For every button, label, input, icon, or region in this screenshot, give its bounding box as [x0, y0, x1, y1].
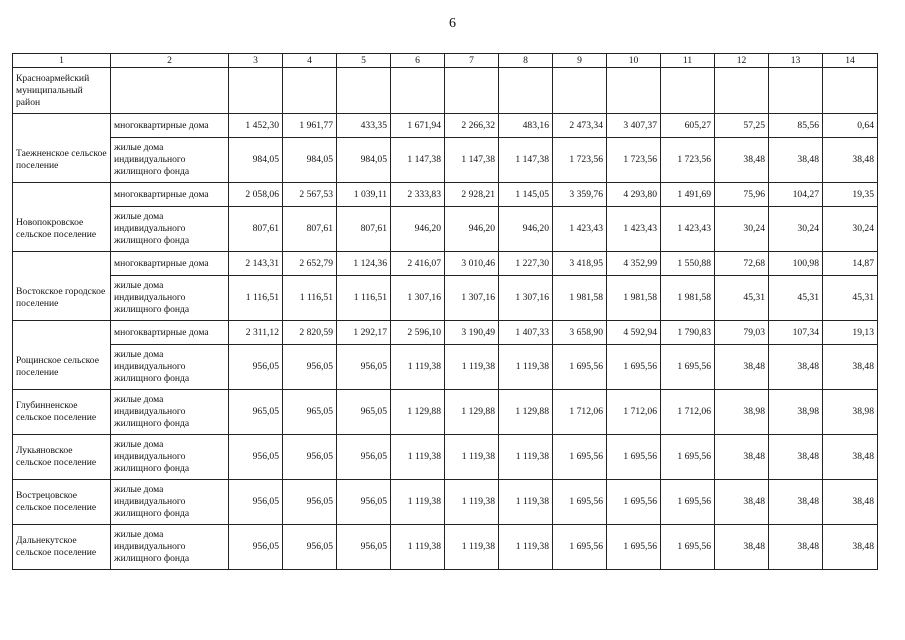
housing-type: жилые дома индивидуального жилищного фонда — [111, 207, 229, 252]
value-cell-col-4: 1 961,77 — [283, 114, 337, 138]
value-cell-col-3: 956,05 — [229, 435, 283, 480]
value-cell-col-5: 1 124,36 — [337, 252, 391, 276]
settlement-name: Востокское городское поселение — [13, 252, 111, 321]
value-cell-col-7: 1 147,38 — [445, 138, 499, 183]
value-cell-col-8: 1 119,38 — [499, 480, 553, 525]
value-cell-col-7: 1 129,88 — [445, 390, 499, 435]
value-cell-col-11: 1 695,56 — [661, 480, 715, 525]
value-cell-col-11: 1 695,56 — [661, 525, 715, 570]
housing-type: многоквартирные дома — [111, 252, 229, 276]
settlement-name: Вострецовское сельское поселение — [13, 480, 111, 525]
value-cell-col-12: 38,48 — [715, 138, 769, 183]
value-cell-col-14: 38,48 — [823, 138, 878, 183]
value-cell-col-10: 1 712,06 — [607, 390, 661, 435]
value-cell-col-4: 1 116,51 — [283, 276, 337, 321]
value-cell-col-4: 956,05 — [283, 480, 337, 525]
value-cell-col-8: 1 407,33 — [499, 321, 553, 345]
value-cell-col-13: 85,56 — [769, 114, 823, 138]
value-cell-col-5: 956,05 — [337, 435, 391, 480]
housing-type: жилые дома индивидуального жилищного фонда — [111, 345, 229, 390]
table-row — [13, 114, 878, 138]
value-cell-col-9: 1 723,56 — [553, 138, 607, 183]
tariff-table — [12, 53, 878, 570]
value-cell-col-13: 38,48 — [769, 480, 823, 525]
value-cell-col-14: 0,64 — [823, 114, 878, 138]
housing-type: жилые дома индивидуального жилищного фонда — [111, 390, 229, 435]
header-row — [13, 54, 878, 68]
value-cell-col-3: 1 452,30 — [229, 114, 283, 138]
column-header-2: 2 — [111, 54, 229, 68]
value-cell-col-6: 2 333,83 — [391, 183, 445, 207]
value-cell-col-4: 956,05 — [283, 345, 337, 390]
value-cell-col-5: 956,05 — [337, 480, 391, 525]
settlement-name: Таежненское сельское поселение — [13, 114, 111, 183]
housing-type: жилые дома индивидуального жилищного фонда — [111, 435, 229, 480]
settlement-name: Дальнекутское сельское поселение — [13, 525, 111, 570]
value-cell-col-4: 2 820,59 — [283, 321, 337, 345]
value-cell-col-8: 1 307,16 — [499, 276, 553, 321]
column-header-9: 9 — [553, 54, 607, 68]
value-cell-col-3: 965,05 — [229, 390, 283, 435]
value-cell-col-10: 4 592,94 — [607, 321, 661, 345]
value-cell-col-12: 30,24 — [715, 207, 769, 252]
value-cell-col-9: 1 695,56 — [553, 480, 607, 525]
value-cell-col-13: 38,48 — [769, 525, 823, 570]
value-cell-col-14: 38,98 — [823, 390, 878, 435]
value-cell-col-13: 38,48 — [769, 345, 823, 390]
value-cell-col-5: 1 039,11 — [337, 183, 391, 207]
column-header-13: 13 — [769, 54, 823, 68]
value-cell-col-10: 4 293,80 — [607, 183, 661, 207]
value-cell-col-12: 38,48 — [715, 435, 769, 480]
district-row — [13, 68, 878, 114]
value-cell-col-14: 38,48 — [823, 525, 878, 570]
table-row — [13, 207, 878, 252]
value-cell-col-7: 1 119,38 — [445, 480, 499, 525]
table-row — [13, 390, 878, 435]
column-header-6: 6 — [391, 54, 445, 68]
column-header-4: 4 — [283, 54, 337, 68]
value-cell-col-7: 946,20 — [445, 207, 499, 252]
value-cell-col-5: 965,05 — [337, 390, 391, 435]
value-cell-col-5: 956,05 — [337, 525, 391, 570]
value-cell-col-7: 2 928,21 — [445, 183, 499, 207]
value-cell-col-8: 1 147,38 — [499, 138, 553, 183]
value-cell-col-6: 946,20 — [391, 207, 445, 252]
value-cell-col-7: 3 190,49 — [445, 321, 499, 345]
value-cell-col-7: 1 119,38 — [445, 525, 499, 570]
value-cell-col-11: 1 712,06 — [661, 390, 715, 435]
table-body — [13, 68, 878, 570]
column-header-3: 3 — [229, 54, 283, 68]
value-cell-col-6: 1 119,38 — [391, 345, 445, 390]
table-row — [13, 480, 878, 525]
column-header-5: 5 — [337, 54, 391, 68]
value-cell-col-3: 2 311,12 — [229, 321, 283, 345]
value-cell-col-9: 1 423,43 — [553, 207, 607, 252]
value-cell-col-12: 38,48 — [715, 345, 769, 390]
value-cell-col-13: 104,27 — [769, 183, 823, 207]
value-cell-col-8: 1 227,30 — [499, 252, 553, 276]
value-cell-col-14: 38,48 — [823, 345, 878, 390]
housing-type: многоквартирные дома — [111, 321, 229, 345]
housing-type: жилые дома индивидуального жилищного фонда — [111, 525, 229, 570]
value-cell-col-10: 1 695,56 — [607, 525, 661, 570]
value-cell-col-4: 965,05 — [283, 390, 337, 435]
column-header-10: 10 — [607, 54, 661, 68]
value-cell-col-14: 38,48 — [823, 480, 878, 525]
value-cell-col-12: 38,48 — [715, 480, 769, 525]
value-cell-col-13: 45,31 — [769, 276, 823, 321]
settlement-name: Глубинненское сельское поселение — [13, 390, 111, 435]
table-row — [13, 138, 878, 183]
value-cell-col-11: 1 723,56 — [661, 138, 715, 183]
value-cell-col-7: 1 119,38 — [445, 345, 499, 390]
value-cell-col-11: 1 695,56 — [661, 435, 715, 480]
value-cell-col-9: 3 658,90 — [553, 321, 607, 345]
value-cell-col-5: 1 116,51 — [337, 276, 391, 321]
value-cell-col-11: 1 491,69 — [661, 183, 715, 207]
table-row — [13, 345, 878, 390]
value-cell-col-10: 4 352,99 — [607, 252, 661, 276]
value-cell-col-9: 1 695,56 — [553, 345, 607, 390]
value-cell-col-3: 956,05 — [229, 480, 283, 525]
value-cell-col-9: 1 695,56 — [553, 525, 607, 570]
value-cell-col-5: 984,05 — [337, 138, 391, 183]
value-cell-col-3: 2 143,31 — [229, 252, 283, 276]
value-cell-col-8: 1 119,38 — [499, 525, 553, 570]
housing-type: многоквартирные дома — [111, 114, 229, 138]
column-header-14: 14 — [823, 54, 878, 68]
value-cell-col-9: 3 418,95 — [553, 252, 607, 276]
value-cell-col-14: 38,48 — [823, 435, 878, 480]
settlement-name: Лукьяновское сельское поселение — [13, 435, 111, 480]
value-cell-col-11: 1 423,43 — [661, 207, 715, 252]
table-row — [13, 276, 878, 321]
value-cell-col-13: 38,98 — [769, 390, 823, 435]
column-header-8: 8 — [499, 54, 553, 68]
housing-type: жилые дома индивидуального жилищного фонда — [111, 480, 229, 525]
column-header-12: 12 — [715, 54, 769, 68]
value-cell-col-5: 807,61 — [337, 207, 391, 252]
value-cell-col-13: 100,98 — [769, 252, 823, 276]
value-cell-col-4: 2 567,53 — [283, 183, 337, 207]
value-cell-col-4: 956,05 — [283, 525, 337, 570]
value-cell-col-12: 38,98 — [715, 390, 769, 435]
value-cell-col-3: 1 116,51 — [229, 276, 283, 321]
value-cell-col-5: 1 292,17 — [337, 321, 391, 345]
value-cell-col-3: 956,05 — [229, 345, 283, 390]
housing-type: жилые дома индивидуального жилищного фонда — [111, 138, 229, 183]
value-cell-col-11: 1 790,83 — [661, 321, 715, 345]
table-row — [13, 525, 878, 570]
value-cell-col-10: 1 423,43 — [607, 207, 661, 252]
value-cell-col-8: 1 119,38 — [499, 435, 553, 480]
value-cell-col-4: 956,05 — [283, 435, 337, 480]
value-cell-col-10: 3 407,37 — [607, 114, 661, 138]
value-cell-col-12: 45,31 — [715, 276, 769, 321]
value-cell-col-5: 433,35 — [337, 114, 391, 138]
value-cell-col-6: 1 671,94 — [391, 114, 445, 138]
value-cell-col-11: 605,27 — [661, 114, 715, 138]
value-cell-col-14: 45,31 — [823, 276, 878, 321]
table-row — [13, 435, 878, 480]
value-cell-col-7: 3 010,46 — [445, 252, 499, 276]
value-cell-col-7: 1 119,38 — [445, 435, 499, 480]
value-cell-col-13: 30,24 — [769, 207, 823, 252]
value-cell-col-6: 2 416,07 — [391, 252, 445, 276]
value-cell-col-14: 19,35 — [823, 183, 878, 207]
value-cell-col-10: 1 695,56 — [607, 345, 661, 390]
value-cell-col-12: 57,25 — [715, 114, 769, 138]
value-cell-col-9: 1 981,58 — [553, 276, 607, 321]
settlement-name: Новопокровское сельское поселение — [13, 183, 111, 252]
table-row — [13, 252, 878, 276]
value-cell-col-10: 1 695,56 — [607, 435, 661, 480]
value-cell-col-11: 1 695,56 — [661, 345, 715, 390]
value-cell-col-14: 30,24 — [823, 207, 878, 252]
value-cell-col-10: 1 723,56 — [607, 138, 661, 183]
value-cell-col-10: 1 981,58 — [607, 276, 661, 321]
value-cell-col-3: 956,05 — [229, 525, 283, 570]
value-cell-col-8: 483,16 — [499, 114, 553, 138]
page-number: 6 — [449, 16, 456, 31]
value-cell-col-6: 1 119,38 — [391, 480, 445, 525]
value-cell-col-12: 75,96 — [715, 183, 769, 207]
value-cell-col-9: 3 359,76 — [553, 183, 607, 207]
settlement-name: Рощинское сельское поселение — [13, 321, 111, 390]
column-header-11: 11 — [661, 54, 715, 68]
value-cell-col-4: 807,61 — [283, 207, 337, 252]
value-cell-col-3: 2 058,06 — [229, 183, 283, 207]
value-cell-col-9: 2 473,34 — [553, 114, 607, 138]
value-cell-col-7: 2 266,32 — [445, 114, 499, 138]
value-cell-col-4: 984,05 — [283, 138, 337, 183]
column-header-1: 1 — [13, 54, 111, 68]
value-cell-col-6: 1 307,16 — [391, 276, 445, 321]
housing-type: многоквартирные дома — [111, 183, 229, 207]
value-cell-col-8: 1 119,38 — [499, 345, 553, 390]
value-cell-col-8: 1 129,88 — [499, 390, 553, 435]
value-cell-col-14: 14,87 — [823, 252, 878, 276]
value-cell-col-5: 956,05 — [337, 345, 391, 390]
value-cell-col-11: 1 981,58 — [661, 276, 715, 321]
value-cell-col-7: 1 307,16 — [445, 276, 499, 321]
table-row — [13, 183, 878, 207]
value-cell-col-14: 19,13 — [823, 321, 878, 345]
value-cell-col-6: 1 119,38 — [391, 435, 445, 480]
value-cell-col-6: 1 147,38 — [391, 138, 445, 183]
housing-type: жилые дома индивидуального жилищного фонда — [111, 276, 229, 321]
value-cell-col-12: 72,68 — [715, 252, 769, 276]
value-cell-col-6: 1 119,38 — [391, 525, 445, 570]
value-cell-col-13: 38,48 — [769, 138, 823, 183]
value-cell-col-13: 107,34 — [769, 321, 823, 345]
value-cell-col-6: 1 129,88 — [391, 390, 445, 435]
district-name: Красноармейский муниципальный район — [13, 68, 111, 114]
value-cell-col-12: 38,48 — [715, 525, 769, 570]
value-cell-col-8: 946,20 — [499, 207, 553, 252]
value-cell-col-13: 38,48 — [769, 435, 823, 480]
value-cell-col-12: 79,03 — [715, 321, 769, 345]
table-row — [13, 321, 878, 345]
value-cell-col-3: 807,61 — [229, 207, 283, 252]
column-header-7: 7 — [445, 54, 499, 68]
value-cell-col-9: 1 695,56 — [553, 435, 607, 480]
value-cell-col-8: 1 145,05 — [499, 183, 553, 207]
value-cell-col-11: 1 550,88 — [661, 252, 715, 276]
value-cell-col-9: 1 712,06 — [553, 390, 607, 435]
value-cell-col-4: 2 652,79 — [283, 252, 337, 276]
value-cell-col-10: 1 695,56 — [607, 480, 661, 525]
value-cell-col-3: 984,05 — [229, 138, 283, 183]
value-cell-col-6: 2 596,10 — [391, 321, 445, 345]
